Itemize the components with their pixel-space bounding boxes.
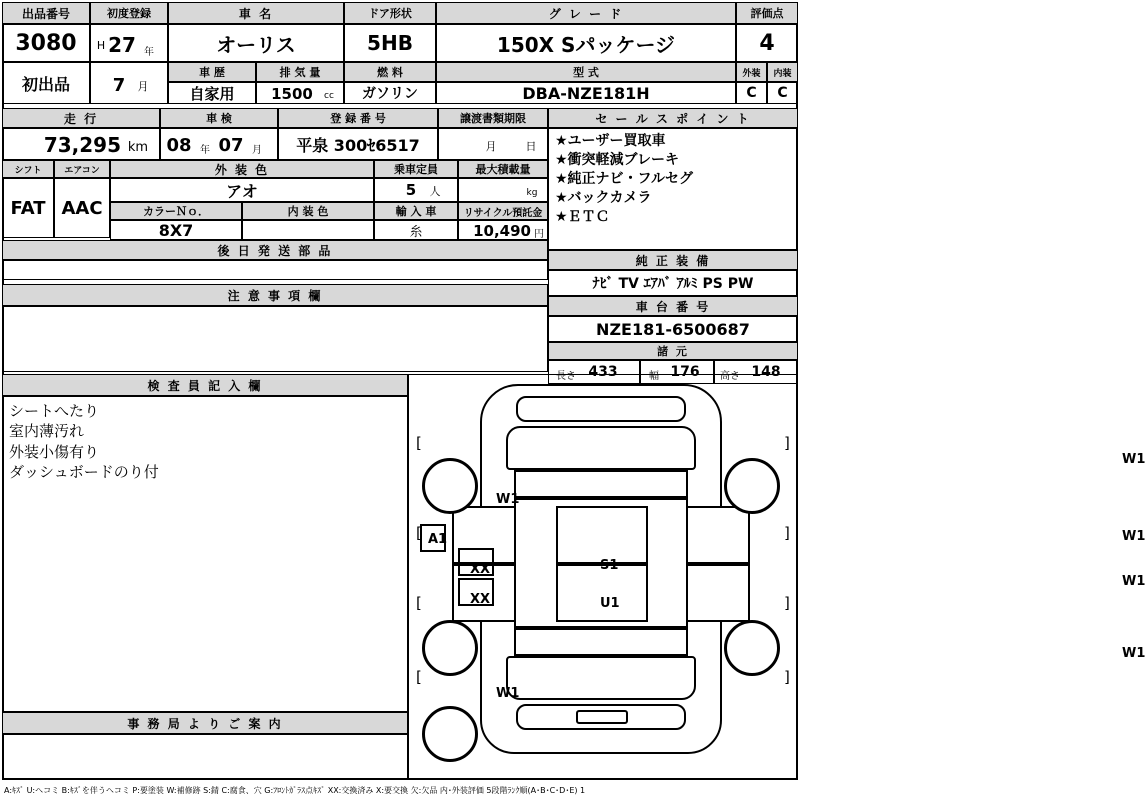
rear-window	[514, 628, 688, 656]
import-value: 糸	[374, 220, 458, 240]
lot-number: 3080	[2, 24, 90, 62]
displacement-number: 1500	[271, 85, 313, 103]
shaken-month-unit: 月	[252, 144, 262, 156]
trunk-panel	[506, 656, 696, 700]
damage-mark: W1	[1122, 529, 1145, 544]
damage-mark: XX	[470, 562, 491, 577]
roof-center-upper	[556, 506, 648, 564]
bracket-right-2: ]	[784, 524, 790, 542]
first-registration-label: 初度登録	[90, 2, 168, 24]
first-exhibit-badge: 初出品	[2, 62, 90, 104]
exterior-color-label: 外 装 色	[110, 160, 374, 178]
recycle-value	[458, 220, 548, 240]
damage-mark: W1	[1122, 574, 1145, 589]
damage-mark: S1	[600, 558, 619, 573]
equipment-label: 純 正 装 備	[548, 250, 798, 270]
spec-label: 諸 元	[548, 342, 798, 360]
displacement-unit: cc	[324, 91, 334, 101]
score-value: 4	[736, 24, 798, 62]
mileage-label: 走 行	[2, 108, 160, 128]
exterior-grade-label: 外装	[736, 62, 767, 82]
shaken-value	[160, 128, 278, 160]
reg-year: 27	[108, 33, 136, 57]
sales-point-list	[548, 128, 798, 250]
mark-box-xx-front	[458, 548, 494, 576]
front-bumper	[516, 396, 686, 422]
mark-box-xx-rear	[458, 578, 494, 606]
transfer-deadline-value	[438, 128, 548, 160]
color-no-label: カラーＮｏ．	[110, 202, 242, 220]
history-label: 車 歴	[168, 62, 256, 82]
list-item: ★ＥＴＣ	[555, 208, 610, 225]
model-code-value: DBA-NZE181H	[436, 82, 736, 104]
first-registration-value	[90, 24, 168, 62]
office-notice-area	[2, 734, 408, 780]
sales-point-label: セ ー ル ス ポ イ ン ト	[548, 108, 798, 128]
shift-value: FAT	[2, 178, 54, 238]
bracket-left-2: [	[416, 524, 422, 542]
shaken-year: 08	[166, 134, 192, 156]
interior-color-value	[242, 220, 374, 240]
model-code-label: 型 式	[436, 62, 736, 82]
first-registration-month	[90, 62, 168, 104]
wheel-rear-left	[422, 620, 478, 676]
list-item: ★純正ナビ・フルセグ	[555, 170, 693, 187]
recycle-unit: 円	[534, 228, 544, 240]
notes-label: 注 意 事 項 欄	[2, 284, 548, 306]
reg-era: H	[96, 38, 106, 52]
bracket-left-3: [	[416, 594, 422, 612]
recycle-label: リサイクル預託金	[458, 202, 548, 220]
seats-number: 5	[405, 181, 417, 199]
inspector-notes	[2, 396, 408, 712]
recycle-number: 10,490	[473, 222, 531, 240]
spec-length-label: 長さ	[556, 370, 576, 382]
max-load-unit: kg	[526, 188, 538, 198]
transfer-month-unit: 月	[485, 140, 497, 153]
spare-wheel	[422, 706, 478, 762]
list-item: ★衝突軽減ブレーキ	[555, 151, 679, 168]
legend-text: A:ｷｽﾞ U:ヘコミ B:ｷｽﾞを伴うヘコミ P:要塗装 W:補修跡 S:錆 C:腐食、穴 G:ﾌﾛﾝﾄｶﾞﾗｽ点ｷｽﾞ XX:交換済み X:要交換 欠:欠品 内･外装評価 5段階ﾗﾝｸ順(A･B･C･D･E) 1	[4, 785, 586, 795]
damage-mark: U1	[600, 596, 620, 611]
seats-value	[374, 178, 458, 202]
max-load-value	[458, 178, 548, 202]
fuel-label: 燃 料	[344, 62, 436, 82]
hood	[506, 426, 696, 470]
wheel-front-right	[724, 458, 780, 514]
damage-mark: W1	[1122, 646, 1145, 661]
mileage-value	[2, 128, 160, 160]
interior-color-label: 内 装 色	[242, 202, 374, 220]
seats-label: 乗車定員	[374, 160, 458, 178]
reg-year-unit: 年	[144, 46, 154, 58]
shift-label: シフト	[2, 160, 54, 178]
damage-mark: XX	[470, 592, 491, 607]
notes-area	[2, 306, 548, 372]
grade-label: グ レ ー ド	[436, 2, 736, 24]
list-item: ★バックカメラ	[555, 189, 652, 206]
door-shape-label: ドア形状	[344, 2, 436, 24]
bracket-right-4: ]	[784, 668, 790, 686]
chassis-label: 車 台 番 号	[548, 296, 798, 316]
reg-month-unit: 月	[137, 80, 149, 93]
list-item: 室内薄汚れ	[9, 422, 85, 441]
list-item: 外装小傷有り	[9, 442, 100, 461]
car-name-value: オーリス	[168, 24, 344, 62]
plate-label: 登 録 番 号	[278, 108, 438, 128]
wheel-front-left	[422, 458, 478, 514]
displacement-value	[256, 82, 344, 104]
shaken-year-unit: 年	[200, 144, 210, 156]
later-shipment-value	[2, 260, 548, 280]
aircon-label: エアコン	[54, 160, 110, 178]
mileage-unit: km	[127, 139, 149, 155]
inspector-label: 検 査 員 記 入 欄	[2, 374, 408, 396]
rear-license-plate	[576, 710, 628, 724]
spec-width-label: 幅	[649, 370, 659, 382]
plate-value: 平泉 300ｾ6517	[278, 128, 438, 160]
door-shape-value: 5HB	[344, 24, 436, 62]
exterior-color-value: アオ	[110, 178, 374, 202]
shaken-label: 車 検	[160, 108, 278, 128]
office-notice-label: 事 務 局 よ り ご 案 内	[2, 712, 408, 734]
damage-mark: W1	[496, 492, 520, 507]
fuel-value: ガソリン	[344, 82, 436, 104]
grade-value: 150X Sパッケージ	[436, 24, 736, 62]
shaken-month: 07	[218, 134, 244, 156]
spec-length-value: 433	[588, 364, 618, 380]
damage-mark: W1	[496, 686, 520, 701]
mark-box-a1	[420, 524, 446, 552]
bracket-right-1: ]	[784, 434, 790, 452]
windshield	[514, 470, 688, 498]
spec-height-label: 高さ	[720, 370, 740, 382]
color-no-value: 8X7	[110, 220, 242, 240]
list-item: ダッシュボードのり付	[9, 462, 159, 481]
car-name-label: 車 名	[168, 2, 344, 24]
list-item: ★ユーザー買取車	[555, 133, 666, 149]
import-label: 輸 入 車	[374, 202, 458, 220]
aircon-value: AAC	[54, 178, 110, 238]
wheel-rear-right	[724, 620, 780, 676]
equipment-value: ﾅﾋﾞ TV ｴｱﾊﾞ ｱﾙﾐ PS PW	[548, 270, 798, 296]
bracket-left-4: [	[416, 668, 422, 686]
bracket-left-1: [	[416, 434, 422, 452]
right-front-door	[686, 506, 750, 564]
damage-mark: W1	[1122, 452, 1145, 467]
chassis-value: NZE181-6500687	[548, 316, 798, 342]
exterior-grade-value: C	[736, 82, 767, 104]
seats-unit: 人	[429, 185, 441, 198]
bracket-right-3: ]	[784, 594, 790, 612]
history-value: 自家用	[168, 82, 256, 104]
right-rear-door	[686, 564, 750, 622]
list-item: シートへたり	[9, 402, 100, 420]
transfer-deadline-label: 譲渡書類期限	[438, 108, 548, 128]
interior-grade-label: 内装	[767, 62, 798, 82]
spec-width-value: 176	[670, 364, 700, 380]
reg-month: 7	[112, 74, 126, 96]
mileage-number: 73,295	[43, 133, 121, 157]
lot-label: 出品番号	[2, 2, 90, 24]
later-shipment-label: 後 日 発 送 部 品	[2, 240, 548, 260]
damage-mark: A1	[428, 532, 448, 547]
max-load-label: 最大積載量	[458, 160, 548, 178]
displacement-label: 排 気 量	[256, 62, 344, 82]
score-label: 評価点	[736, 2, 798, 24]
transfer-day-unit: 日	[525, 140, 537, 153]
interior-grade-value: C	[767, 82, 798, 104]
spec-height-value: 148	[751, 364, 781, 380]
